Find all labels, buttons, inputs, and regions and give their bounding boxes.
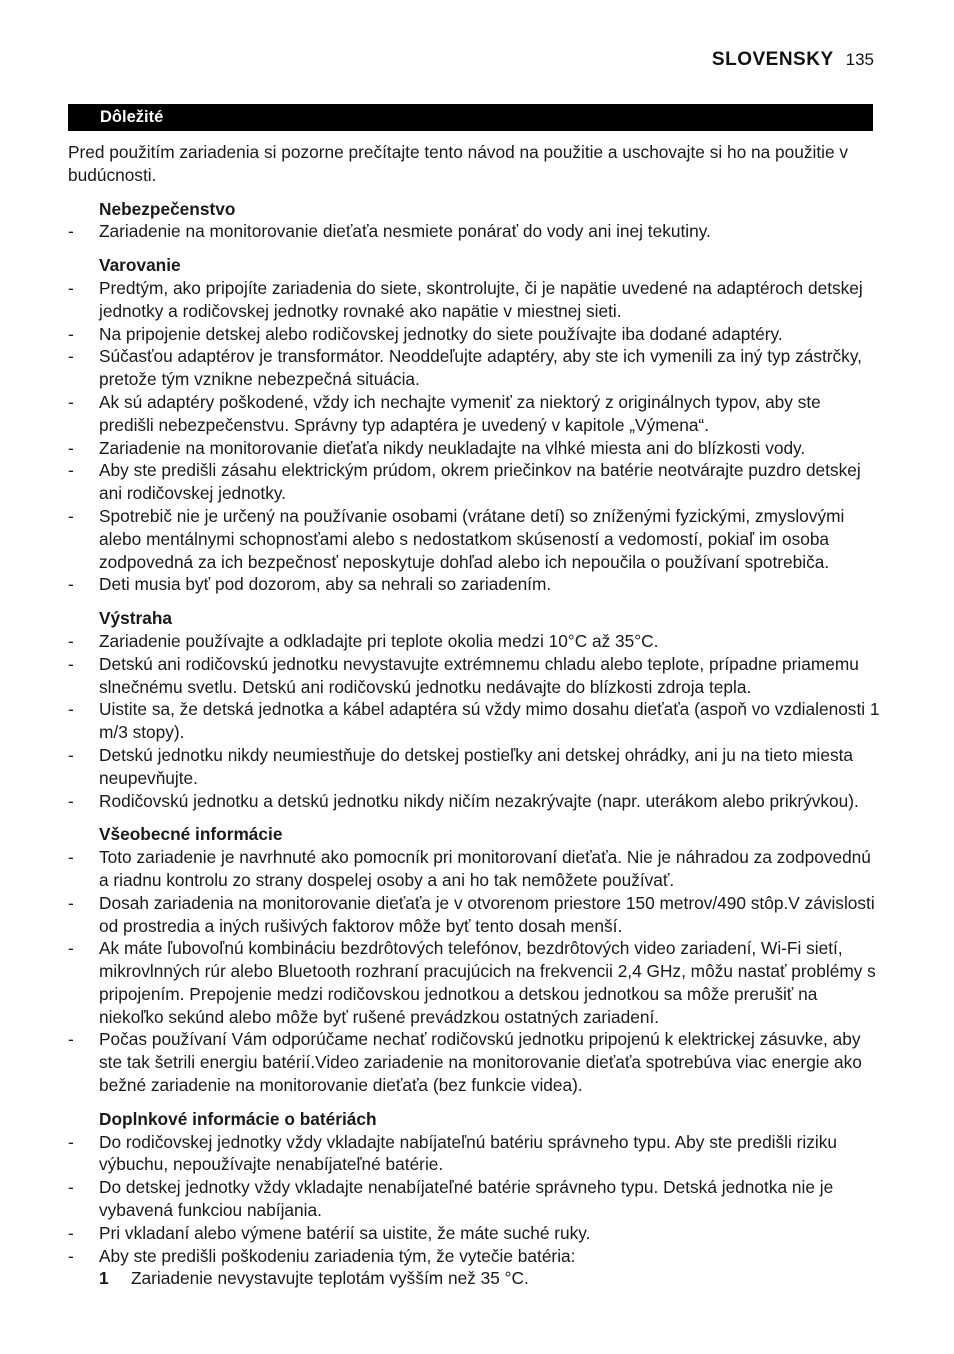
list-item <box>68 391 880 437</box>
section-title: Nebezpečenstvo <box>99 198 236 219</box>
sections-container <box>68 198 880 1268</box>
list-item <box>68 630 880 653</box>
bullet-dash: - <box>68 1029 74 1050</box>
list-item-text: Spotrebič nie je určený na používanie osobami (vrátane detí) so zníženými fyzickými, zmyslovými alebo mentálnymi schopnosťami alebo s nedostatkom skúseností a vedomostí, pokiaľ im osoba zodpovedná za ich bezpečnosť neposkytuje dohľad alebo ich nepoučila o používaní spotrebiča. <box>99 505 845 572</box>
bullet-dash: - <box>68 1177 74 1198</box>
intro-paragraph: Pred použitím zariadenia si pozorne prečítajte tento návod na použitie a uschovajte si ho na použitie v budúcnosti. <box>68 142 849 185</box>
bullet-dash: - <box>68 391 74 412</box>
list-item-text: Deti musia byť pod dozorom, aby sa nehrali so zariadením. <box>99 574 552 595</box>
list-item <box>68 220 880 243</box>
list-item-text: Predtým, ako pripojíte zariadenia do siete, skontrolujte, či je napätie uvedené na adaptéroch detskej jednotky a rodičovskej jednotky rovnaké ako napätie v miestnej sieti. <box>99 277 863 321</box>
list-item <box>68 1176 880 1222</box>
section-title: Všeobecné informácie <box>99 824 283 845</box>
bullet-dash: - <box>68 1131 74 1152</box>
bullet-dash: - <box>68 277 74 298</box>
list-item-text: Rodičovskú jednotku a detskú jednotku nikdy ničím nezakrývajte (napr. uterákom alebo prikrývkou). <box>99 790 859 811</box>
list-item-text: Aby ste predišli zásahu elektrickým prúdom, okrem priečinkov na batérie neotvárajte puzdro detskej ani rodičovskej jednotky. <box>99 460 861 504</box>
list-item <box>68 937 880 1028</box>
list-item-text: Počas používaní Vám odporúčame nechať rodičovskú jednotku pripojenú k elektrickej zásuvke, aby ste tak šetrili energiu batérií.Video zariadenie na monitorovanie dieťaťa spotrebúva viac energie ako bežné zariadenie na monitorovanie dieťaťa (bez funkcie videa). <box>99 1029 862 1096</box>
document-body <box>68 141 880 1290</box>
list-item-text: Aby ste predišli poškodeniu zariadenia tým, že vytečie batéria: <box>99 1245 576 1266</box>
list-item-text: Pri vkladaní alebo výmene batérií sa uistite, že máte suché ruky. <box>99 1222 591 1243</box>
list-item-text: Detskú ani rodičovskú jednotku nevystavujte extrémnemu chladu alebo teplote, prípadne priamemu slnečnému svetlu. Detskú ani rodičovskú jednotku nedávajte do blízkosti zdroja tepla. <box>99 653 859 697</box>
bullet-dash: - <box>68 346 74 367</box>
bullet-dash: - <box>68 221 74 242</box>
list-item <box>68 345 880 391</box>
list-item <box>68 1131 880 1177</box>
bullet-dash: - <box>68 437 74 458</box>
section-heading-bar <box>68 104 873 131</box>
bullet-dash: - <box>68 653 74 674</box>
list-item <box>68 892 880 938</box>
section-title: Doplnkové informácie o batériách <box>99 1108 377 1129</box>
bullet-dash: - <box>68 460 74 481</box>
section <box>68 1108 880 1268</box>
bullet-dash: - <box>68 790 74 811</box>
bullet-dash: - <box>68 505 74 526</box>
list-item-text: Detskú jednotku nikdy neumiestňuje do detskej postieľky ani detskej ohrádky, ani ju na tieto miesta neupevňujte. <box>99 744 853 788</box>
section <box>68 254 880 596</box>
bullet-dash: - <box>68 892 74 913</box>
section-title: Varovanie <box>99 255 181 276</box>
list-item-text: Do detskej jednotky vždy vkladajte nenabíjateľné batérie správneho typu. Detská jednotka nie je vybavená funkciou nabíjania. <box>99 1177 834 1221</box>
bullet-dash: - <box>68 574 74 595</box>
list-item <box>68 698 880 744</box>
bullet-dash: - <box>68 323 74 344</box>
bullet-dash: - <box>68 1245 74 1266</box>
list-item <box>68 1245 880 1268</box>
list-item <box>68 573 880 596</box>
bullet-dash: - <box>68 630 74 651</box>
list-item-text: Zariadenie na monitorovanie dieťaťa nikdy neukladajte na vlhké miesta ani do blízkosti vody. <box>99 437 806 458</box>
page-header <box>712 49 874 71</box>
list-item-text: Zariadenie na monitorovanie dieťaťa nesmiete ponárať do vody ani inej tekutiny. <box>99 221 711 242</box>
list-item <box>68 653 880 699</box>
numbered-step <box>68 1267 880 1290</box>
section-title: Výstraha <box>99 608 173 629</box>
list-item <box>68 505 880 573</box>
bullet-dash: - <box>68 699 74 720</box>
step-text: Zariadenie nevystavujte teplotám vyšším než 35 °C. <box>131 1268 529 1289</box>
step-number: 1 <box>99 1268 109 1289</box>
list-item-text: Na pripojenie detskej alebo rodičovskej jednotky do siete používajte iba dodané adaptéry. <box>99 323 783 344</box>
section <box>68 198 880 244</box>
list-item <box>68 846 880 892</box>
list-item <box>68 744 880 790</box>
list-item <box>68 323 880 346</box>
list-item-text: Zariadenie používajte a odkladajte pri teplote okolia medzi 10°C až 35°C. <box>99 630 659 651</box>
list-item-text: Dosah zariadenia na monitorovanie dieťaťa je v otvorenom priestore 150 metrov/490 stôp.V závislosti od prostredia a iných rušivých faktorov môže byť tento dosah menší. <box>99 892 875 936</box>
section-heading: Dôležité <box>100 108 164 126</box>
list-item <box>68 437 880 460</box>
language-label: SLOVENSKY <box>711 49 834 70</box>
list-item <box>68 277 880 323</box>
section <box>68 823 880 1097</box>
bullet-dash: - <box>68 744 74 765</box>
bullet-dash: - <box>68 938 74 959</box>
list-item <box>68 1028 880 1096</box>
bullet-dash: - <box>68 1222 74 1243</box>
list-item <box>68 459 880 505</box>
list-item-text: Uistite sa, že detská jednotka a kábel adaptéra sú vždy mimo dosahu dieťaťa (aspoň vo vzdialenosti 1 m/3 stopy). <box>99 699 880 743</box>
list-item-text: Toto zariadenie je navrhnuté ako pomocník pri monitorovaní dieťaťa. Nie je náhradou za zodpovednú a riadnu kontrolu zo strany dospelej osoby a ani ho tak nemôžete používať. <box>99 847 871 890</box>
list-item-text: Do rodičovskej jednotky vždy vkladajte nabíjateľnú batériu správneho typu. Aby ste predišli riziku výbuchu, nepoužívajte nenabíjateľné batérie. <box>99 1131 837 1175</box>
page-number: 135 <box>845 50 874 69</box>
list-item <box>68 1222 880 1245</box>
list-item-text: Súčasťou adaptérov je transformátor. Neoddeľujte adaptéry, aby ste ich vymenili za iný typ zástrčky, pretože tým vznikne nebezpečná situácia. <box>99 346 862 390</box>
list-item-text: Ak sú adaptéry poškodené, vždy ich nechajte vymeniť za niektorý z originálnych typov, aby ste predišli nebezpečenstvu. Správny typ adaptéra je uvedený v kapitole „Výmena“. <box>99 391 821 435</box>
list-item <box>68 790 880 813</box>
list-item-text: Ak máte ľubovoľnú kombináciu bezdrôtových telefónov, bezdrôtových video zariadení, Wi-Fi sietí, mikrovlnných rúr alebo Bluetooth rozhraní pracujúcich na frekvencii 2,4 GHz, môžu nastať problémy s pripojením. Prepojenie medzi rodičovskou jednotkou a detskou jednotkou sa môže prerušiť na niekoľko sekúnd alebo môže byť rušené prevádzkou ostatných zariadení. <box>99 938 876 1027</box>
section <box>68 607 880 812</box>
bullet-dash: - <box>68 847 74 868</box>
